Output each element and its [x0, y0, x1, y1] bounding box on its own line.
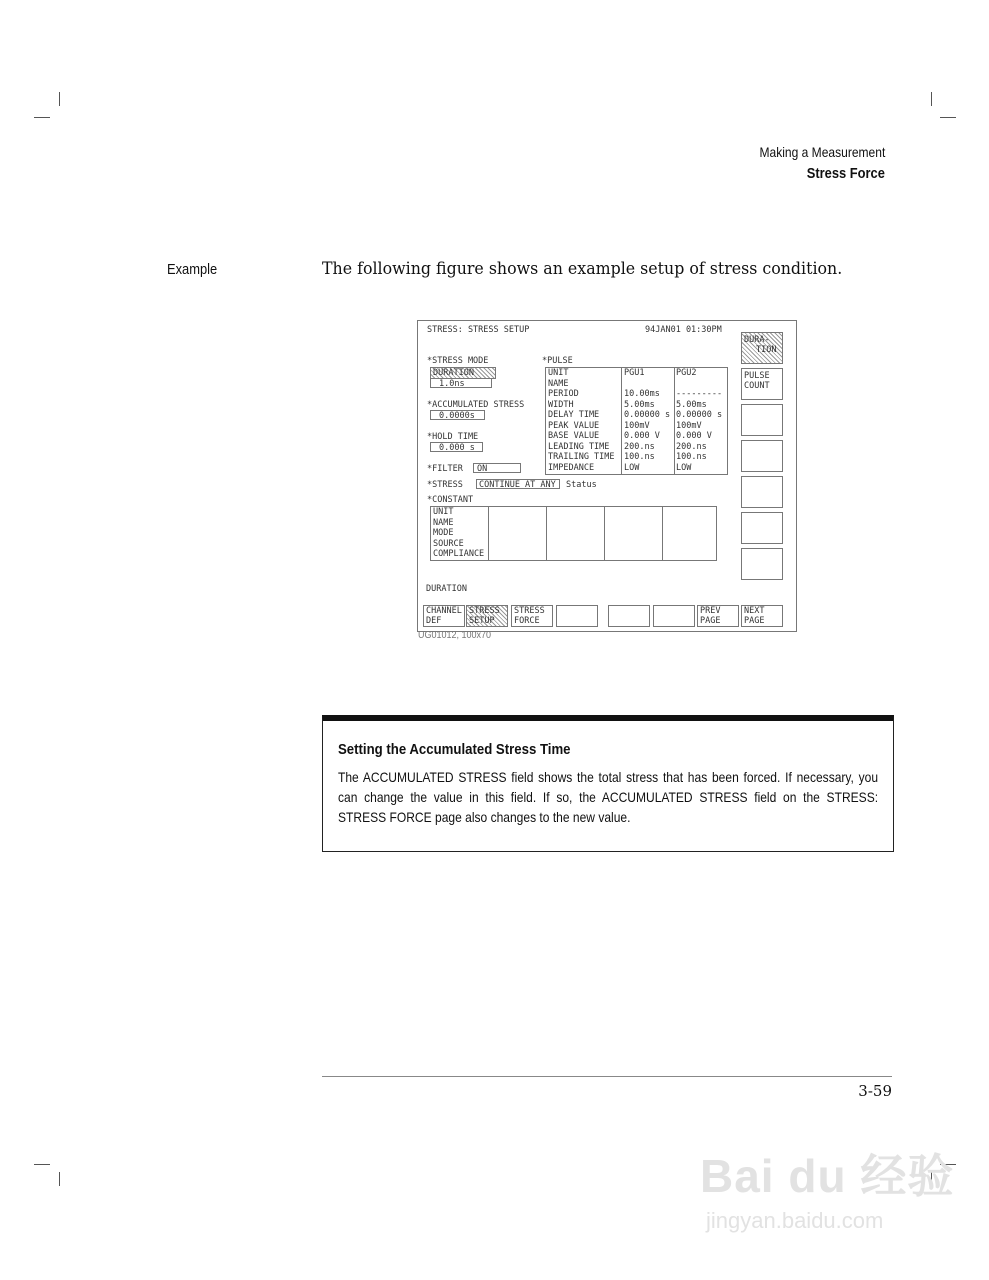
note-box	[322, 715, 894, 852]
pulse-cell[interactable]: LOW	[676, 462, 692, 473]
pulse-cell[interactable]: LOW	[624, 462, 640, 473]
pulse-cell[interactable]: 100mV	[624, 420, 650, 431]
pulse-cell[interactable]: 5.00ms	[624, 399, 655, 410]
pulse-cell[interactable]: PGU1	[624, 368, 645, 378]
right-softkey[interactable]	[741, 404, 783, 436]
bottom-softkey[interactable]	[608, 605, 650, 627]
right-softkey[interactable]	[741, 440, 783, 472]
constant-row-label: UNIT	[433, 507, 454, 517]
pulse-label: *PULSE	[542, 356, 573, 366]
pulse-cell[interactable]: 100mV	[676, 420, 702, 431]
constant-row-label: MODE	[433, 528, 454, 538]
softkey-label: PULSE	[744, 371, 770, 381]
note-title: Setting the Accumulated Stress Time	[338, 741, 571, 758]
note-body: The ACCUMULATED STRESS field shows the total stress that has been forced. If necessary, you can change the value in this field. If so, the ACCUMULATED STRESS field on the STRESS: STRESS FORCE page also changes to the new value.	[338, 769, 879, 825]
constant-label: *CONSTANT	[427, 495, 474, 505]
pulse-cell: DELAY TIME	[548, 410, 600, 420]
footer-rule	[322, 1076, 892, 1077]
watermark-brand: Bai du 经验	[700, 1150, 955, 1202]
bottom-softkey[interactable]	[556, 605, 598, 627]
pulse-cell: NAME	[548, 378, 569, 389]
pulse-cell[interactable]: 0.00000 s	[676, 410, 723, 420]
crop-mark	[59, 1172, 60, 1186]
hold-time-label: *HOLD TIME	[427, 432, 479, 442]
pulse-cell[interactable]: 0.000 V	[676, 431, 712, 441]
hold-time-field[interactable]: 0.000 s	[430, 442, 483, 452]
right-softkey[interactable]	[741, 476, 783, 508]
right-softkey[interactable]	[741, 512, 783, 544]
pulse-cell[interactable]: 10.00ms	[624, 389, 660, 399]
pulse-cell: UNIT	[548, 368, 569, 378]
right-softkey[interactable]	[741, 368, 783, 400]
stress-mode-field[interactable]: DURATION	[430, 367, 496, 379]
softkey-label: COUNT	[744, 381, 770, 391]
crop-mark	[931, 92, 932, 106]
softkey-label: FORCE	[514, 616, 540, 626]
bottom-softkey[interactable]	[511, 605, 553, 627]
instrument-screen	[417, 320, 797, 632]
stress-label: *STRESS	[427, 480, 463, 490]
stress-status: Status	[566, 480, 597, 490]
pulse-cell[interactable]: 100.ns	[676, 452, 707, 462]
constant-row-label: SOURCE	[433, 538, 464, 549]
pulse-cell: IMPEDANCE	[548, 462, 595, 473]
softkey-label: STRESS	[469, 606, 500, 616]
pulse-table	[545, 367, 728, 475]
right-softkey[interactable]	[741, 548, 783, 580]
pulse-cell[interactable]: 100.ns	[624, 452, 655, 462]
figure-caption: UG01012, 100x70	[418, 630, 492, 641]
softkey-label: CHANNEL	[426, 606, 462, 616]
page-number: 3-59	[858, 1082, 892, 1100]
softkey-label: PAGE	[744, 616, 765, 626]
pulse-cell[interactable]: PGU2	[676, 368, 697, 378]
accumulated-stress-label: *ACCUMULATED STRESS	[427, 400, 525, 410]
bottom-softkey[interactable]	[423, 605, 465, 627]
crop-mark	[59, 92, 60, 106]
bottom-softkey[interactable]	[741, 605, 783, 627]
margin-label: Example	[167, 261, 218, 278]
softkey-label: DURA-	[744, 335, 770, 345]
pulse-cell: TRAILING TIME	[548, 452, 615, 462]
pulse-cell[interactable]: 5.00ms	[676, 399, 707, 410]
pulse-cell[interactable]: 0.00000 s	[624, 410, 671, 420]
running-header-section: Making a Measurement	[759, 144, 885, 160]
stress-field[interactable]: CONTINUE AT ANY	[476, 479, 560, 489]
intro-text: The following figure shows an example setup of stress condition.	[322, 259, 843, 279]
softkey-label: PREV	[700, 606, 721, 616]
screen-datetime: 94JAN01 01:30PM	[645, 325, 722, 335]
softkey-label: DEF	[426, 616, 442, 626]
constant-row-label: COMPLIANCE	[433, 549, 485, 559]
crop-mark	[34, 1164, 50, 1165]
pulse-cell: BASE VALUE	[548, 431, 600, 441]
right-softkey[interactable]	[741, 332, 783, 364]
bottom-softkey[interactable]	[697, 605, 739, 627]
accumulated-stress-field[interactable]: 0.0000s	[430, 410, 485, 420]
softkey-label: PAGE	[700, 616, 721, 626]
screen-title: STRESS: STRESS SETUP	[427, 325, 530, 335]
running-header-topic: Stress Force	[806, 165, 885, 182]
softkey-label: TION	[756, 345, 777, 355]
pulse-cell: LEADING TIME	[548, 441, 610, 452]
softkey-label: NEXT	[744, 606, 765, 616]
filter-field[interactable]: ON	[473, 463, 521, 473]
softkey-label: STRESS	[514, 606, 545, 616]
filter-label: *FILTER	[427, 464, 463, 474]
bottom-softkey[interactable]	[653, 605, 695, 627]
duration-field[interactable]: 1.0ns	[430, 378, 492, 388]
pulse-cell[interactable]: 200.ns	[676, 441, 707, 452]
crop-mark	[34, 117, 50, 118]
watermark-url: jingyan.baidu.com	[706, 1208, 884, 1233]
stress-mode-label: *STRESS MODE	[427, 356, 489, 366]
status-line: DURATION	[426, 584, 467, 594]
constant-table	[430, 506, 717, 561]
pulse-cell[interactable]: 0.000 V	[624, 431, 660, 441]
bottom-softkey[interactable]	[466, 605, 508, 627]
pulse-cell: WIDTH	[548, 399, 574, 410]
crop-mark	[940, 117, 956, 118]
pulse-cell: PERIOD	[548, 389, 579, 399]
pulse-cell: PEAK VALUE	[548, 420, 600, 431]
pulse-cell[interactable]: 200.ns	[624, 441, 655, 452]
constant-row-label: NAME	[433, 517, 454, 528]
softkey-label: SETUP	[469, 616, 495, 626]
pulse-cell[interactable]: ---------	[676, 389, 723, 399]
